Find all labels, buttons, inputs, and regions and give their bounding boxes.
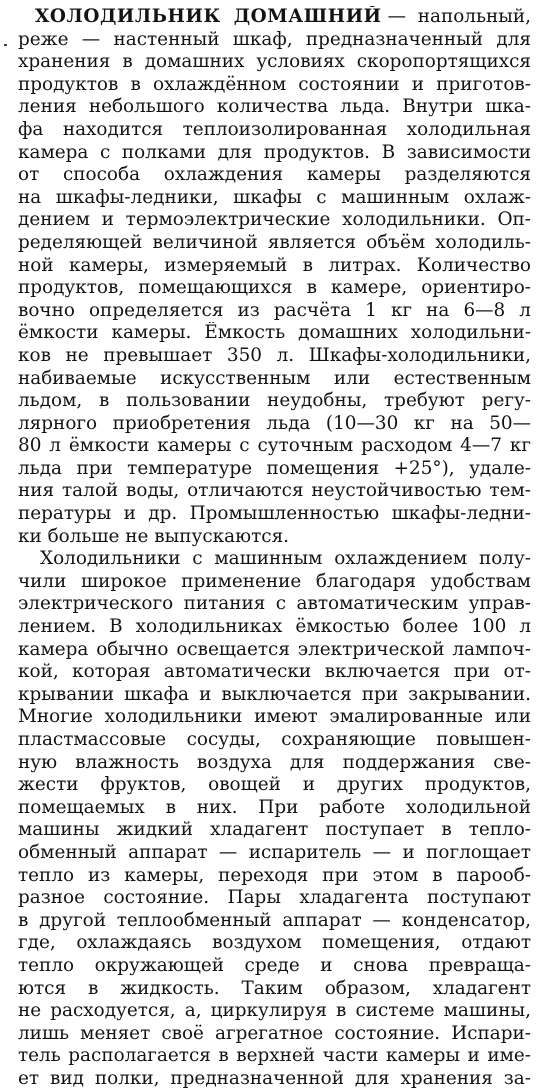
article-line: хранения в домашних условиях скоропортящихся — [18, 51, 531, 73]
article-line: обменный аппарат — испаритель — и поглощает — [18, 841, 531, 863]
article-line: льда при температуре помещения +25°), удале- — [18, 457, 531, 479]
article-line: жести фруктов, овощей и других продуктов, — [18, 774, 531, 796]
article-line: на шкафы-ледники, шкафы с машинным охлаж- — [18, 186, 531, 208]
article-headword: ХОЛОДИЛЬНИК ДОМАШНИЙ — [35, 6, 382, 27]
article-line: лением. В холодильниках ёмкостью более 100 л — [18, 616, 531, 638]
article-line: ёмкости камеры. Ёмкость домашних холодильни- — [18, 322, 531, 344]
article-line: вочно определяется из расчёта 1 кг на 6—8 л — [18, 299, 531, 321]
margin-mark — [4, 44, 7, 46]
article-line: ет вид полки, предназначенной для хранения за- — [18, 1067, 531, 1089]
article-line: разное состояние. Пары хладагента поступают — [18, 887, 531, 909]
article-line: ков не превышает 350 л. Шкафы-холодильники, — [18, 344, 531, 366]
article-line: кой, которая автоматически включается при от- — [18, 661, 531, 683]
article-line: дением и термоэлектрические холодильники. Оп- — [18, 209, 531, 231]
article-line: ной камеры, измеряемый в литрах. Количество — [18, 254, 531, 276]
article-line-text: — напольный, — [387, 6, 531, 27]
article-line: ки больше не выпускаются. — [18, 525, 290, 547]
article-line: где, охлаждаясь воздухом помещения, отдают — [18, 932, 531, 954]
article-line: электрического питания с автоматическим управ- — [18, 593, 531, 615]
article-line: в другой теплообменный аппарат — конденсатор, — [18, 909, 531, 931]
article-line: реже — настенный шкаф, предназначенный для — [18, 28, 531, 50]
article-line: ния талой воды, отличаются неустойчивостью тем- — [18, 480, 531, 502]
paragraph-start-line: Холодильники с машинным охлаждением полу- — [40, 548, 531, 570]
article-line: чили широкое применение благодаря удобствам — [18, 570, 531, 592]
article-line: фа находится теплоизолированная холодильная — [18, 118, 531, 140]
article-line: камера обычно освещается электрической лампоч- — [18, 638, 531, 660]
article-line: Многие холодильники имеют эмалированные или — [18, 706, 531, 728]
article-line: 80 л ёмкости камеры с суточным расходом 4—7 кг — [18, 435, 531, 457]
article-line: тепло окружающей среде и снова превраща- — [18, 954, 531, 976]
article-line: ления небольшого количества льда. Внутри шка- — [18, 96, 531, 118]
article-line: крывании шкафа и выключается при закрывании. — [18, 683, 531, 705]
article-line: продуктов в охлаждённом состоянии и приготов- — [18, 73, 531, 95]
article-line: лишь меняет своё агрегатное состояние. Испари- — [18, 1022, 531, 1044]
article-line: не расходуется, а, циркулируя в системе машины, — [18, 1000, 531, 1022]
article-line: помещаемых в них. При работе холодильной — [18, 796, 531, 818]
article-line: камера с полками для продуктов. В зависимости — [18, 141, 531, 163]
article-line: продуктов, помещающихся в камере, ориентиро- — [18, 277, 531, 299]
article-line: от способа охлаждения камеры разделяются — [18, 164, 531, 186]
article-line: ются в жидкость. Таким образом, хладагент — [18, 977, 531, 999]
article-line: тепло из камеры, переходя при этом в парооб- — [18, 864, 531, 886]
article-line: набиваемые искусственным или естественным — [18, 367, 531, 389]
article-line: лярного приобретения льда (10—30 кг на 50— — [18, 412, 531, 434]
article-line: ределяющей величиной является объём холодиль- — [18, 231, 531, 253]
article-line: пературы и др. Промышленностью шкафы-ледни- — [18, 503, 531, 525]
article-line: пластмассовые сосуды, сохраняющие повышен- — [18, 729, 531, 750]
article-line: машины жидкий хладагент поступает в тепло- — [18, 819, 531, 841]
article-line — [18, 6, 531, 29]
article-line: льдом, в пользовании неудобны, требуют регу- — [18, 390, 531, 412]
article-line: ную влажность воздуха для поддержания све- — [18, 751, 531, 773]
article-line: тель располагается в верхней части камеры и име- — [18, 1045, 531, 1067]
